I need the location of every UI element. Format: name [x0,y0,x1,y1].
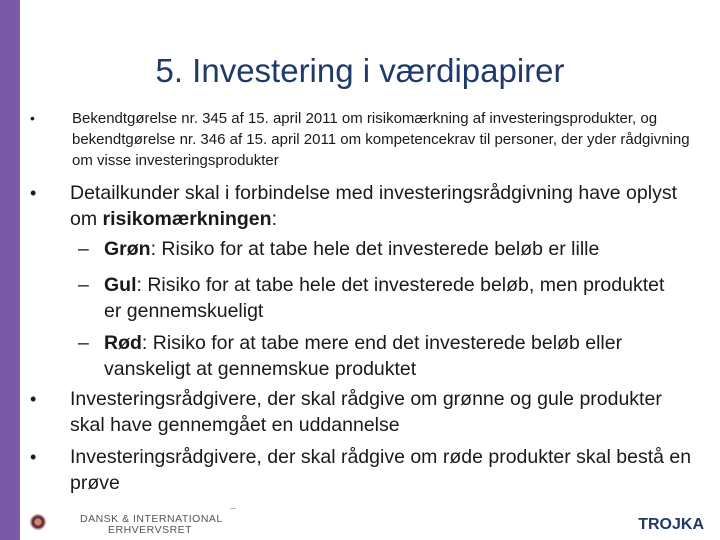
sub-bullet-text: Rød: Risiko for at tabe mere end det investerede beløb eller vanskeligt at gennemskue produktet [104,332,623,380]
risk-label: Gul [104,274,137,296]
bold-term: risikomærkningen [102,208,272,230]
dash-marker: – [78,332,89,354]
dash-marker: – [78,274,89,296]
ministry-logo: DANSK & INTERNATIONAL ERHVERVSRET [80,513,223,536]
bullet-text: Investeringsrådgivere, der skal rådgive om røde produkter skal bestå en prøve [70,446,692,494]
bullet-text: Investeringsrådgivere, der skal rådgive om grønne og gule produkter skal have gennemgået en uddannelse [70,388,662,436]
footer-divider [230,508,236,509]
bullet-dot: • [30,447,37,467]
bullet-dot: • [30,110,35,126]
bullet-text: Detailkunder skal i forbindelse med investeringsrådgivning have oplyst om risikomærkningen: [70,182,677,230]
bullet-dot: • [30,389,37,409]
bullet-dot: • [30,183,37,203]
risk-label: Grøn [104,238,151,260]
bullet-text: Bekendtgørelse nr. 345 af 15. april 2011 om risikomærkning af investeringsprodukter, og bekendtgørelse nr. 346 af 15. april 2011 om kompetencekrav til personer, der yder rådgivning om visse investeringsprodukter [72,110,690,169]
seal-logo-icon [30,514,46,530]
sub-bullet-text: Grøn: Risiko for at tabe hele det investerede beløb er lille [104,238,600,260]
dash-marker: – [78,238,89,260]
sub-bullet-text: Gul: Risiko for at tabe hele det investerede beløb, men produktet er gennemskueligt [104,274,665,322]
risk-label: Rød [104,332,142,354]
slide-title: 5. Investering i værdipapirer [155,52,565,89]
trojka-logo: TROJKA [638,516,704,533]
